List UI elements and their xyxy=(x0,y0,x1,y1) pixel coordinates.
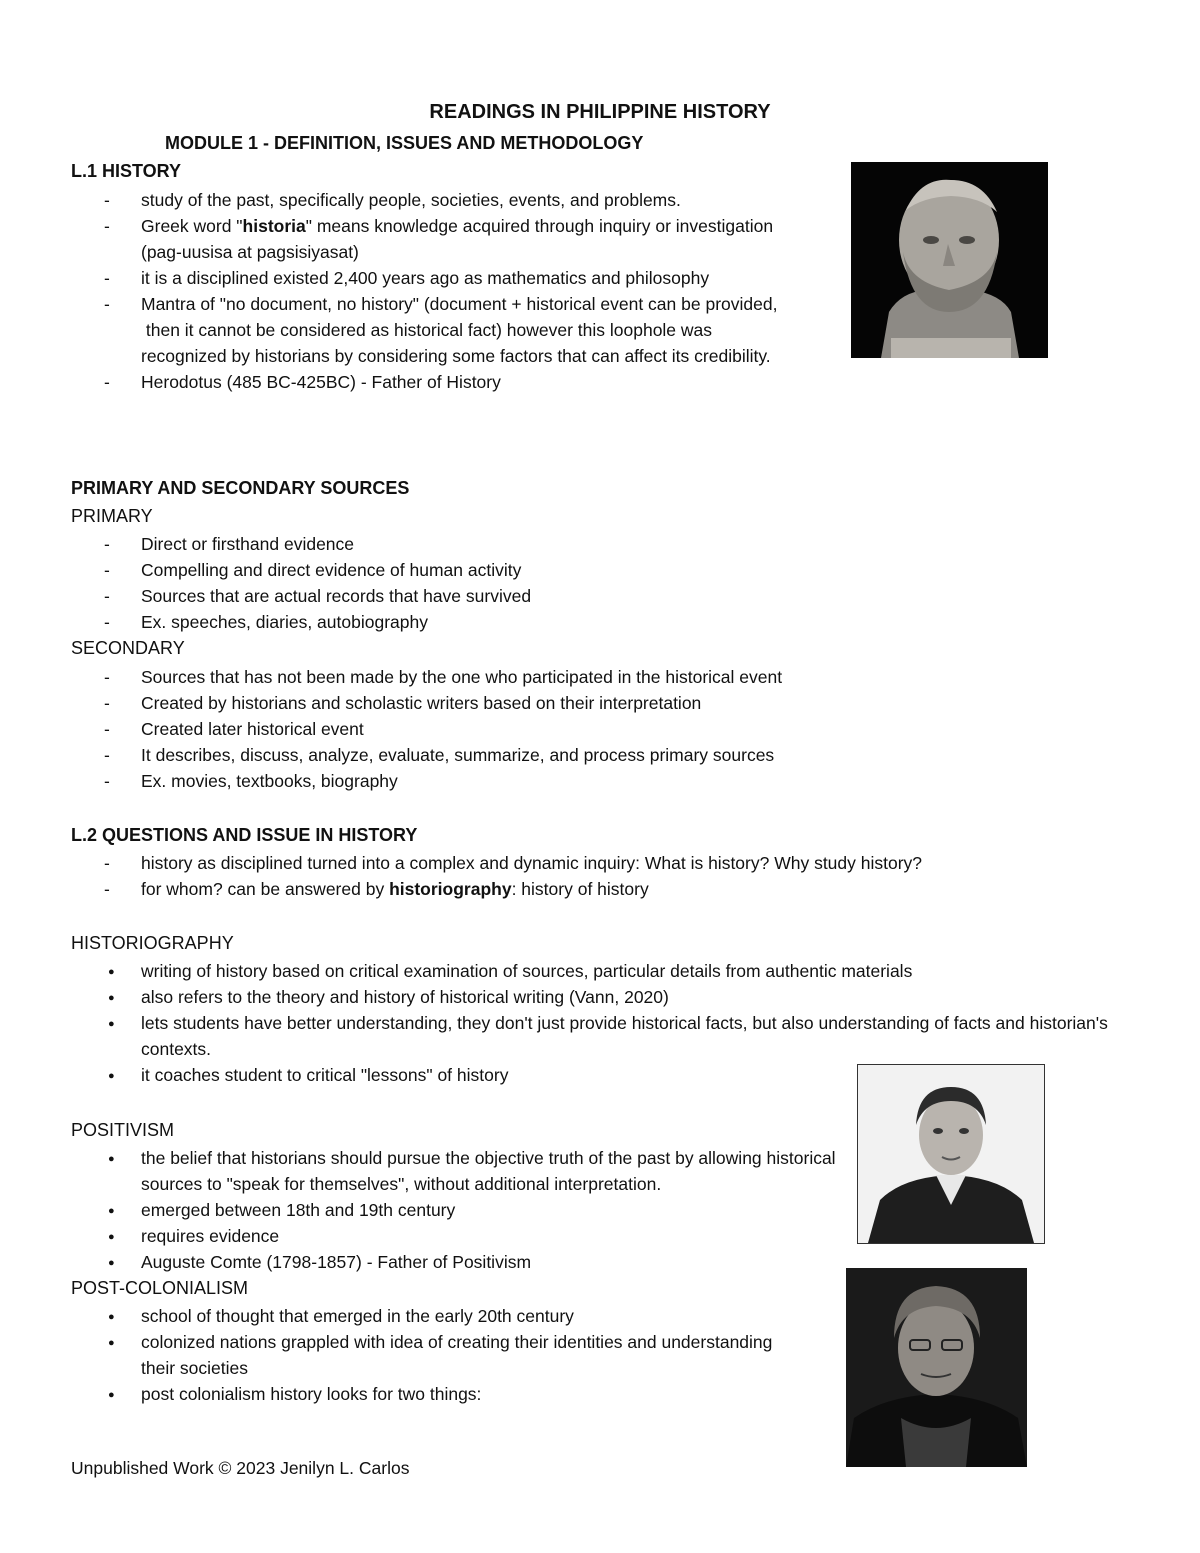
list-item: ● post colonialism history looks for two things: xyxy=(0,1381,781,1407)
list-item: - Created later historical event xyxy=(0,716,1121,742)
list-item: - Sources that has not been made by the one who participated in the historical event xyxy=(0,664,1121,690)
list-item: - Ex. speeches, diaries, autobiography xyxy=(0,609,1121,635)
positivism-label: POSITIVISM xyxy=(71,1120,175,1140)
list-item: ● it coaches student to critical "lessons" of history xyxy=(0,1062,841,1088)
list-item: - Mantra of "no document, no history" (document + historical event can be provided, xyxy=(0,291,781,317)
section-heading-l2: L.2 QUESTIONS AND ISSUE IN HISTORY xyxy=(71,825,418,845)
list-item: - Sources that are actual records that have survived xyxy=(0,583,1121,609)
list-item: ● colonized nations grappled with idea of creating their identities and understanding their societies xyxy=(0,1329,781,1381)
copyright-footer: Unpublished Work © 2023 Jenilyn L. Carlos xyxy=(71,1458,410,1478)
list-item: - It describes, discuss, analyze, evaluate, summarize, and process primary sources xyxy=(0,742,1121,768)
document-title: READINGS IN PHILIPPINE HISTORY xyxy=(429,101,771,123)
list-item: ● Auguste Comte (1798-1857) - Father of Positivism xyxy=(0,1249,841,1275)
list-item: - study of the past, specifically people, societies, events, and problems. xyxy=(0,187,781,213)
herodotus-bust-image xyxy=(851,162,1048,358)
list-item: ● the belief that historians should pursue the objective truth of the past by allowing historical sources to "speak for themselves", without additional interpretation. xyxy=(0,1145,841,1197)
list-item: - Ex. movies, textbooks, biography xyxy=(0,768,1121,794)
section-heading-sources: PRIMARY AND SECONDARY SOURCES xyxy=(71,478,410,498)
post-colonialism-label: POST-COLONIALISM xyxy=(71,1278,249,1298)
list-item: - Greek word "historia" means knowledge acquired through inquiry or investigation (pag-uusisa at pagsisiyasat) xyxy=(0,213,781,265)
list-item: - it is a disciplined existed 2,400 years ago as mathematics and philosophy xyxy=(0,265,781,291)
module-subtitle: MODULE 1 - DEFINITION, ISSUES AND METHODOLOGY xyxy=(165,133,644,153)
scholar-portrait-image xyxy=(846,1268,1027,1467)
primary-label: PRIMARY xyxy=(71,506,153,526)
list-item: - for whom? can be answered by historiography: history of history xyxy=(0,876,1121,902)
secondary-sources-list xyxy=(0,664,1200,794)
list-item: ● also refers to the theory and history of historical writing (Vann, 2020) xyxy=(0,984,1121,1010)
list-item: - Created by historians and scholastic writers based on their interpretation xyxy=(0,690,1121,716)
keyword-historiography: historiography xyxy=(389,879,512,899)
list-item: ● school of thought that emerged in the early 20th century xyxy=(0,1303,781,1329)
questions-list xyxy=(0,850,1200,902)
list-item: ● emerged between 18th and 19th century xyxy=(0,1197,841,1223)
list-item: ● lets students have better understanding, they don't just provide historical facts, but also understanding of facts and historian's contexts. xyxy=(0,1010,1121,1062)
positivism-list xyxy=(0,1145,1200,1275)
list-item: ● writing of history based on critical examination of sources, particular details from authentic materials xyxy=(0,958,1121,984)
historiography-label: HISTORIOGRAPHY xyxy=(71,933,234,953)
secondary-label: SECONDARY xyxy=(71,638,185,658)
list-item: - Compelling and direct evidence of human activity xyxy=(0,557,1121,583)
primary-sources-list xyxy=(0,531,1200,635)
list-item: ● requires evidence xyxy=(0,1223,841,1249)
section-heading-l1: L.1 HISTORY xyxy=(71,161,182,181)
list-item: - Herodotus (485 BC-425BC) - Father of History xyxy=(0,369,781,395)
list-item: - history as disciplined turned into a complex and dynamic inquiry: What is history? Why study history? xyxy=(0,850,1121,876)
list-item: - Direct or firsthand evidence xyxy=(0,531,1121,557)
list-item-continuation: then it cannot be considered as historical fact) however this loophole was recognized by historians by considering some factors that can affect its credibility. xyxy=(141,320,771,366)
keyword-historia: historia xyxy=(242,216,306,236)
